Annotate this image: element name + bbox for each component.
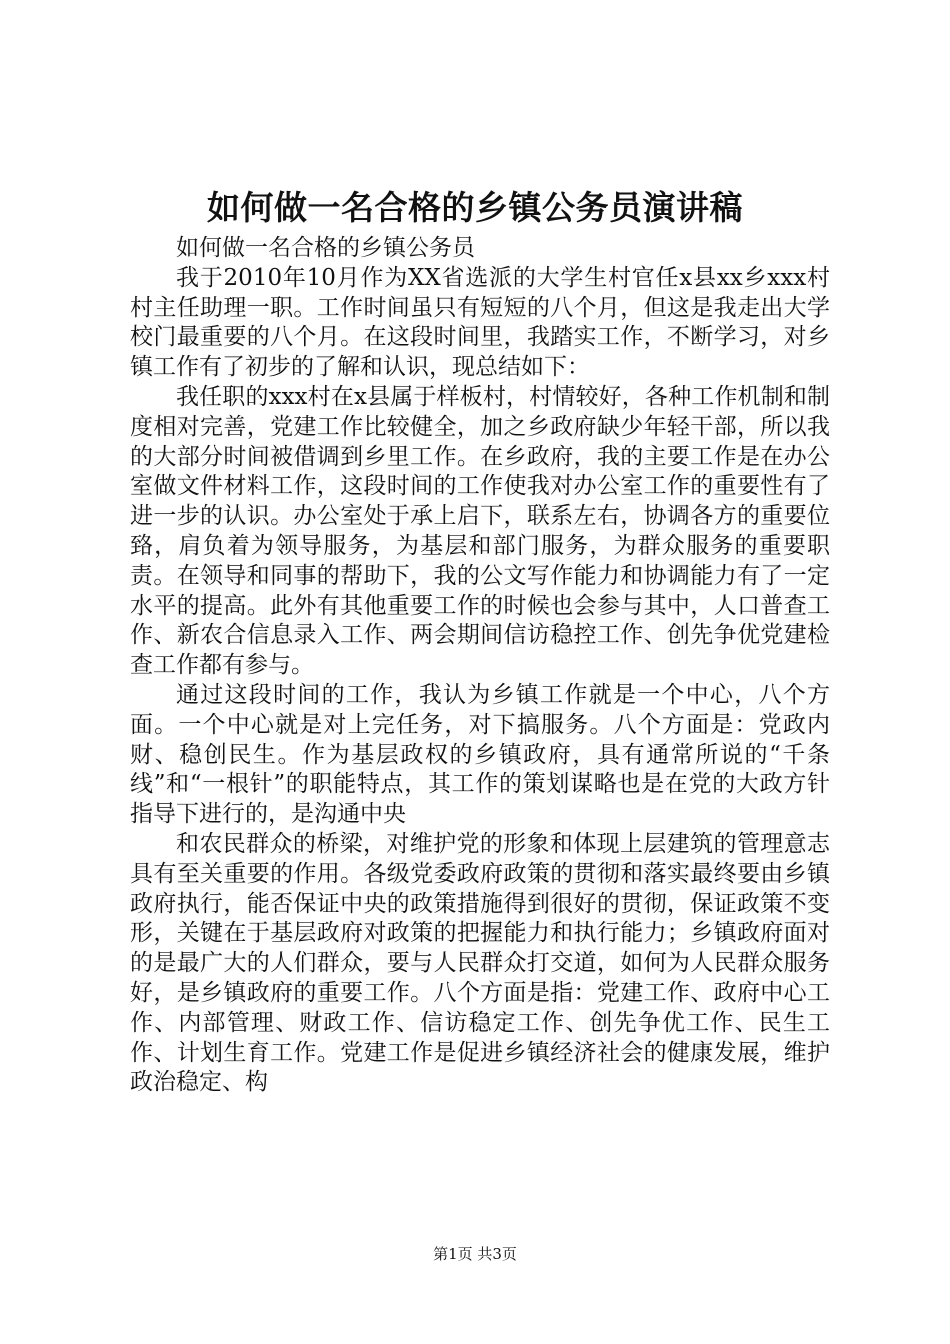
page-number-footer: 第1页 共3页 xyxy=(433,1245,517,1263)
document-body xyxy=(130,234,830,1098)
paragraph-intro: 我于2010年10月作为XX省选派的大学生村官任x县xx乡xxx村村主任助理一职。工作时间虽只有短短的八个月，但这是我走出大学校门最重要的八个月。在这段时间里，我踏实工作，不断学习，对乡镇工作有了初步的了解和认识，现总结如下： xyxy=(130,264,830,381)
paragraph-subtitle: 如何做一名合格的乡镇公务员 xyxy=(176,235,475,261)
paragraph-work-experience: 我任职的xxx村在x县属于样板村，村情较好，各种工作机制和制度相对完善，党建工作比较健全，加之乡政府缺少年轻干部，所以我的大部分时间被借调到乡里工作。在乡政府，我的主要工作是在办公室做文件材料工作，这段时间的工作使我对办公室工作的重要性有了进一步的认识。办公室处于承上启下，联系左右，协调各方的重要位臵，肩负着为领导服务，为基层和部门服务，为群众服务的重要职责。在领导和同事的帮助下，我的公文写作能力和协调能力有了一定水平的提高。此外有其他重要工作的时候也会参与其中，人口普查工作、新农合信息录入工作、两会期间信访稳控工作、创先争优党建检查工作都有参与。 xyxy=(130,383,830,679)
paragraph-one-center-eight-aspects: 通过这段时间的工作，我认为乡镇工作就是一个中心，八个方面。一个中心就是对上完任务，对下搞服务。八个方面是：党政内财、稳创民生。作为基层政权的乡镇政府，具有通常所说的“千条线”和“一根针”的职能特点，其工作的策划谋略也是在党的大政方针指导下进行的，是沟通中央 xyxy=(130,681,830,828)
document-title: 如何做一名合格的乡镇公务员演讲稿 xyxy=(207,188,743,227)
paragraph-bridge-role: 和农民群众的桥梁，对维护党的形象和体现上层建筑的管理意志具有至关重要的作用。各级党委政府政策的贯彻和落实最终要由乡镇政府执行，能否保证中央的政策措施得到很好的贯彻，保证政策不变形，关键在于基层政府对政策的把握能力和执行能力；乡镇政府面对的是最广大的人们群众，要与人民群众打交道，如何为人民群众服务好，是乡镇政府的重要工作。八个方面是指：党建工作、政府中心工作、内部管理、财政工作、信访稳定工作、创先争优工作、民生工作、计划生育工作。党建工作是促进乡镇经济社会的健康发展，维护政治稳定、构 xyxy=(130,830,830,1096)
